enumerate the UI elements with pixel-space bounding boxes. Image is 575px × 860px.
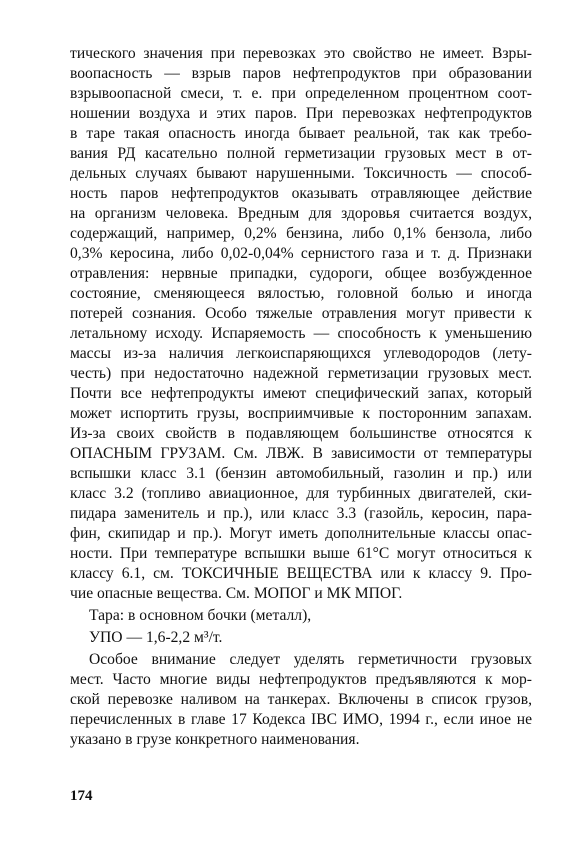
text-line: ности. При температуре вспышки выше 61°С могут относиться к bbox=[70, 545, 532, 562]
text-line: мест. Часто многие виды нефтепродуктов предъявляются к мор- bbox=[70, 671, 532, 688]
text-line: ской перевозке наливом на танкерах. Включены в список грузов, bbox=[70, 691, 532, 708]
text-line: летальному исходу. Испаряемость — способность к уменьшению bbox=[70, 325, 532, 342]
text-line: состояние, сменяющееся вялостью, головной болью и иногда bbox=[70, 285, 532, 302]
text-line: Особое внимание следует уделять герметичности грузовых bbox=[89, 651, 532, 668]
text-line: на организм человека. Вредным для здоровья считается воздух, bbox=[70, 205, 532, 222]
page-number: 174 bbox=[70, 788, 93, 804]
text-line: указано в грузе конкретного наименования. bbox=[70, 731, 360, 748]
text-line: честь) при недостаточно надежной герметизации грузовых мест. bbox=[70, 365, 532, 382]
text-line: ношении воздуха и этих паров. При перевозках нефтепродуктов bbox=[70, 105, 532, 122]
text-line: вания РД касательно полной герметизации грузовых мест в от- bbox=[70, 145, 532, 162]
text-line: дельных случаях бывают нарушенными. Токсичность — способ- bbox=[70, 165, 532, 182]
text-line: фин, скипидар и пр.). Могут иметь дополнительные классы опас- bbox=[70, 525, 532, 542]
text-line: Почти все нефтепродукты имеют специфический запах, который bbox=[70, 385, 532, 402]
text-line: Из-за своих свойств в подавляющем большинстве относятся к bbox=[70, 425, 532, 442]
text-line: содержащий, например, 0,2% бензина, либо 0,1% бензола, либо bbox=[70, 225, 532, 242]
text-line: классу 6.1, см. ТОКСИЧНЫЕ ВЕЩЕСТВА или к классу 9. Про- bbox=[70, 565, 532, 582]
text-line: тического значения при перевозках это свойство не имеет. Взры- bbox=[70, 45, 532, 62]
text-line: отравления: нервные припадки, судороги, общее возбужденное bbox=[70, 265, 532, 282]
text-line: потерей сознания. Особо тяжелые отравления могут привести к bbox=[70, 305, 532, 322]
text-line: может испортить грузы, восприимчивые к посторонним запахам. bbox=[70, 405, 532, 422]
text-line: чие опасные вещества. См. МОПОГ и МК МПОГ. bbox=[70, 585, 403, 602]
text-line: 0,3% керосина, либо 0,02-0,04% сернистого газа и т. д. Признаки bbox=[70, 245, 532, 262]
text-line: взрывоопасной смеси, т. е. при определенном процентном соот- bbox=[70, 85, 532, 102]
text-line: Тара: в основном бочки (металл), bbox=[89, 607, 312, 624]
text-line: УПО — 1,6-2,2 м³/т. bbox=[89, 629, 223, 646]
text-line: ность паров нефтепродуктов оказывать отравляющее действие bbox=[70, 185, 532, 202]
text-line: воопасность — взрыв паров нефтепродуктов при образовании bbox=[70, 65, 532, 82]
text-line: ОПАСНЫМ ГРУЗАМ. См. ЛВЖ. В зависимости от температуры bbox=[70, 445, 532, 462]
text-line: класс 3.2 (топливо авиационное, для турбинных двигателей, ски- bbox=[70, 485, 532, 502]
text-line: пидара заменитель и пр.), или класс 3.3 (газойль, керосин, пара- bbox=[70, 505, 532, 522]
text-line: перечисленных в главе 17 Кодекса IBC ИМО, 1994 г., если иное не bbox=[70, 711, 532, 728]
text-line: вспышки класс 3.1 (бензин автомобильный, газолин и пр.) или bbox=[70, 465, 532, 482]
document-page bbox=[70, 44, 532, 834]
text-line: массы из-за наличия легкоиспаряющихся углеводородов (лету- bbox=[70, 345, 532, 362]
text-line: в таре такая опасность иногда бывает реальной, так как требо- bbox=[70, 125, 532, 142]
